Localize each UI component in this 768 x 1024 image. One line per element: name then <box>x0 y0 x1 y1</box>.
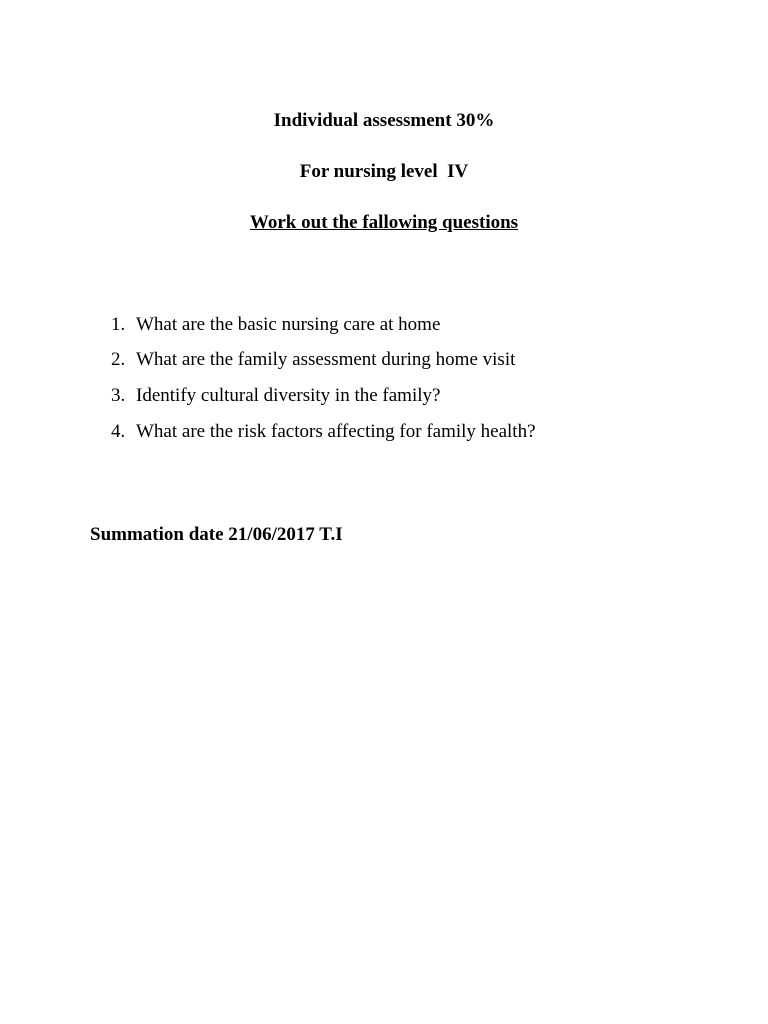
question-number: 1. <box>111 314 126 335</box>
summation-date: Summation date 21/06/2017 T.I <box>90 524 343 545</box>
nursing-level-subtitle: For nursing level IV <box>299 161 469 182</box>
question-text: Identify cultural diversity in the family? <box>136 385 441 406</box>
question-text: What are the family assessment during home visit <box>136 349 516 370</box>
question-number: 3. <box>111 385 126 406</box>
instruction-heading: Work out the fallowing questions <box>249 212 519 233</box>
question-number: 4. <box>111 421 126 442</box>
question-text: What are the risk factors affecting for family health? <box>136 421 536 442</box>
question-number: 2. <box>111 349 126 370</box>
question-text: What are the basic nursing care at home <box>136 314 441 335</box>
assessment-title: Individual assessment 30% <box>273 110 495 131</box>
